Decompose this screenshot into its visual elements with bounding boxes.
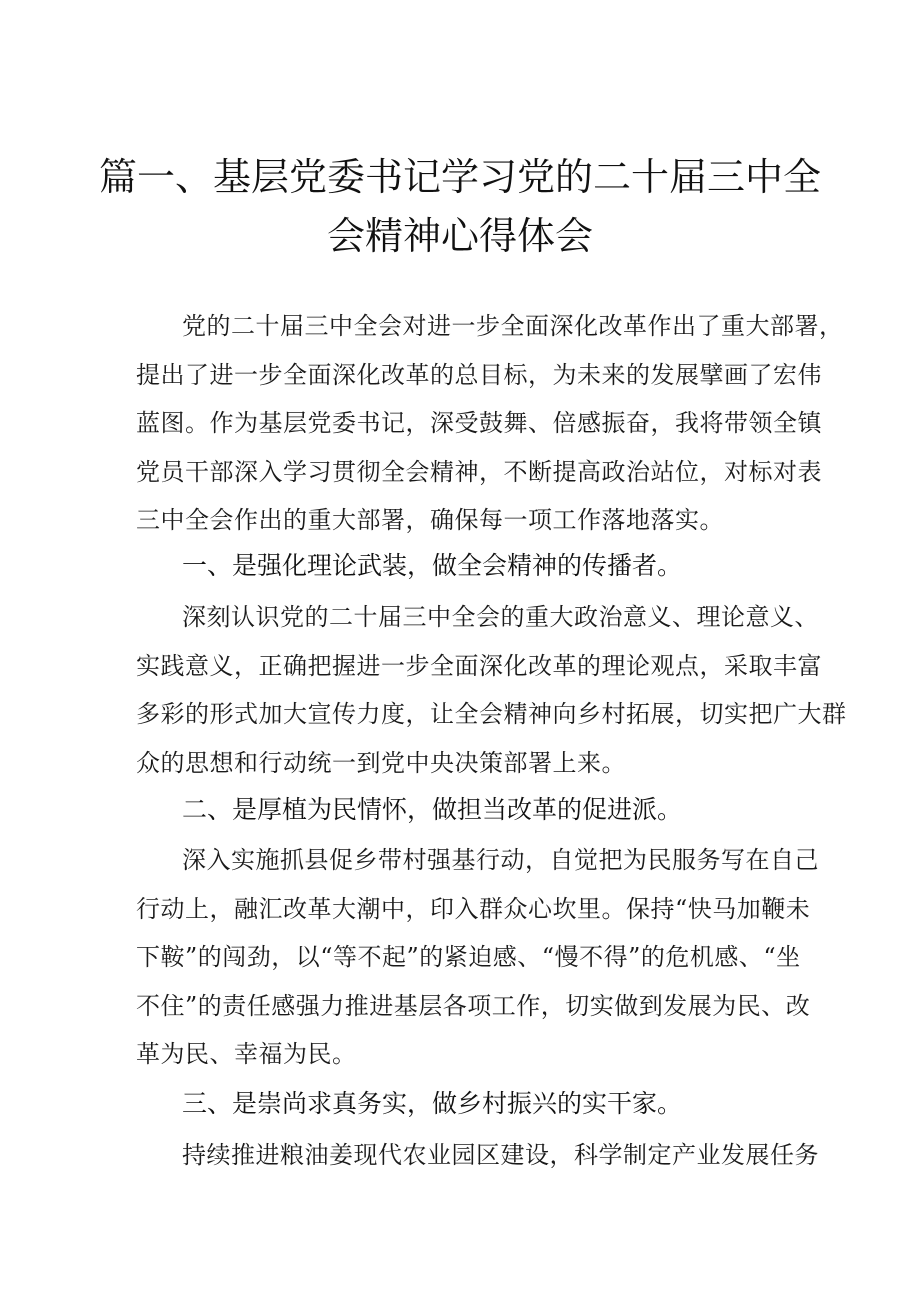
section-1-paragraph	[136, 593, 847, 787]
section-2-heading: 二、是厚植为民情怀，做担当改革的促进派。	[182, 795, 683, 824]
section-3-heading: 三、是崇尚求真务实，做乡村振兴的实干家。	[182, 1089, 683, 1118]
paragraph-line: 深刻认识党的二十届三中全会的重大政治意义、理论意义、	[182, 603, 819, 631]
document-title-line-1: 篇一、基层党委书记学习党的二十届三中全	[98, 155, 821, 199]
paragraph-line: 提出了进一步全面深化改革的总目标，为未来的发展擘画了宏伟	[136, 360, 822, 389]
document-title-line-2: 会精神心得体会	[326, 214, 593, 258]
intro-paragraph	[136, 302, 844, 545]
paragraph-line: 不住”的责任感强力推进基层各项工作，切实做到发展为民、改	[136, 991, 811, 1020]
section-1-heading: 一、是强化理论武装，做全会精神的传播者。	[182, 551, 683, 580]
section-3-paragraph	[136, 1131, 819, 1180]
paragraph-line: 多彩的形式加大宣传力度，让全会精神向乡村拓展，切实把广大群	[136, 700, 847, 728]
section-2-paragraph	[136, 836, 819, 1079]
paragraph-line: 蓝图。作为基层党委书记，深受鼓舞、倍感振奋，我将带领全镇	[136, 409, 822, 437]
paragraph-line: 三中全会作出的重大部署，确保每一项工作落地落实。	[136, 506, 724, 534]
paragraph-line: 党员干部深入学习贯彻全会精神，不断提高政治站位，对标对表	[136, 457, 822, 486]
paragraph-line: 行动上，融汇改革大潮中，印入群众心坎里。保持“快马加鞭未	[136, 894, 811, 923]
paragraph-line: 下鞍”的闯劲，以“等不起”的紧迫感、“慢不得”的危机感、“坐	[136, 943, 801, 971]
paragraph-line: 持续推进粮油姜现代农业园区建设，科学制定产业发展任务	[182, 1141, 819, 1169]
paragraph-line: 深入实施抓县促乡带村强基行动，自觉把为民服务写在自己	[182, 846, 819, 874]
paragraph-line: 实践意义，正确把握进一步全面深化改革的理论观点，采取丰富	[136, 651, 822, 680]
paragraph-line: 党的二十届三中全会对进一步全面深化改革作出了重大部署，	[182, 312, 844, 340]
paragraph-line: 众的思想和行动统一到党中央决策部署上来。	[136, 748, 626, 777]
paragraph-line: 革为民、幸福为民。	[136, 1040, 357, 1068]
